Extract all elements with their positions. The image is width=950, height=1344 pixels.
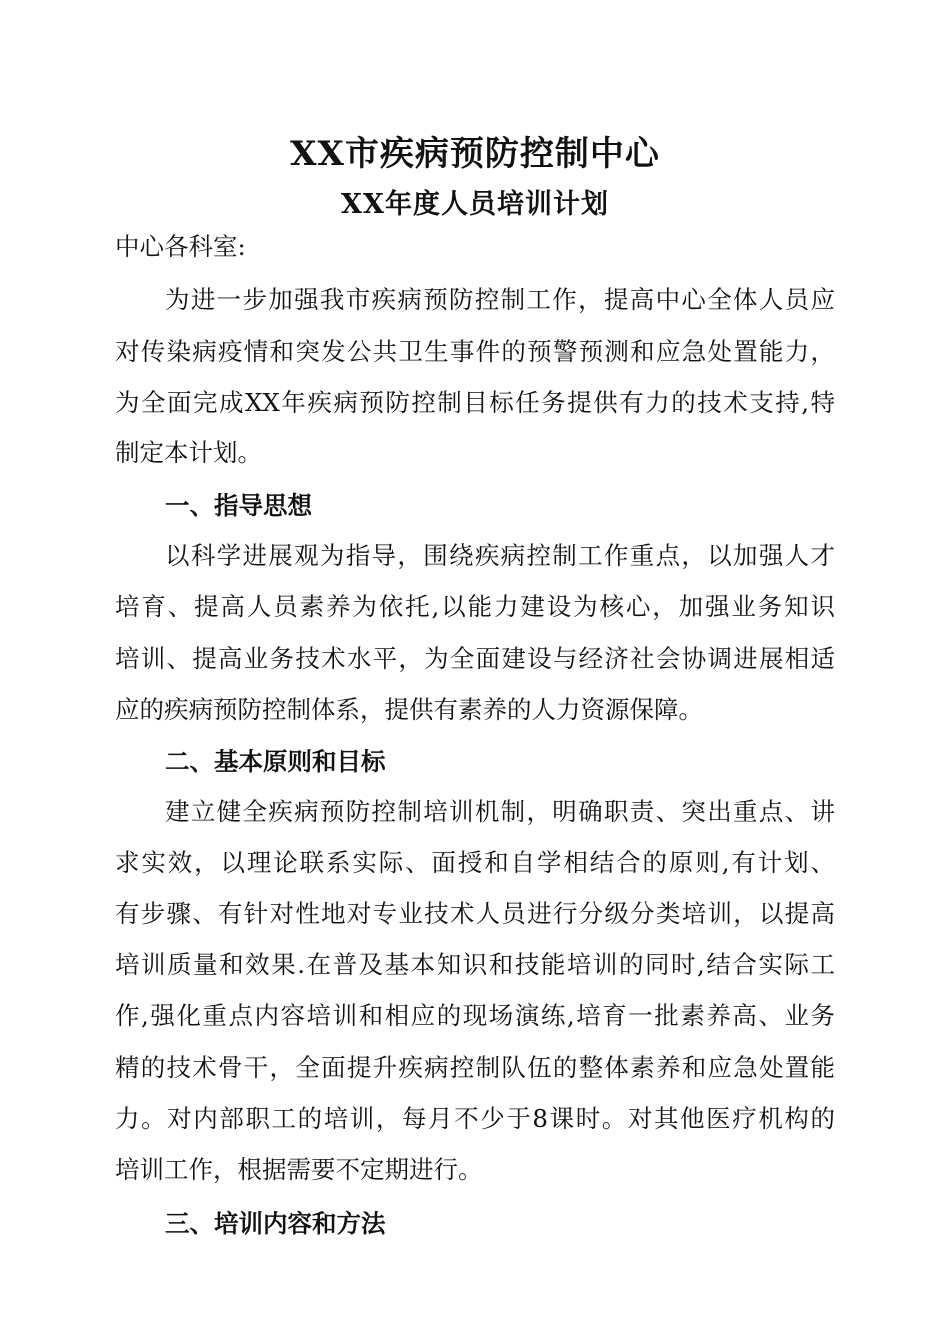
salutation: 中心各科室:	[115, 232, 246, 261]
intro-line: 为进一步加强我市疾病预防控制工作，提高中心全体人员应	[165, 285, 835, 314]
paragraph-line: 有步骤、有针对性地对专业技术人员进行分级分类培训，以提高	[115, 899, 835, 928]
paragraph-line: 以科学进展观为指导，围绕疾病控制工作重点，以加强人才	[165, 541, 835, 570]
paragraph-line: 培训、提高业务技术水平，为全面建设与经济社会协调进展相适	[115, 644, 835, 673]
document-title: XX市疾病预防控制中心	[290, 134, 660, 174]
section-heading-content-methods: 三、培训内容和方法	[165, 1209, 386, 1238]
paragraph-line: 建立健全疾病预防控制培训机制，明确职责、突出重点、讲	[165, 797, 835, 826]
paragraph-line: 作,强化重点内容培训和相应的现场演练,培育一批素养高、业务	[115, 1001, 835, 1030]
document-subtitle: XX年度人员培训计划	[341, 189, 609, 220]
paragraph-line: 培训质量和效果.在普及基本知识和技能培训的同时,结合实际工	[115, 950, 835, 979]
section-heading-guiding-ideology: 一、指导思想	[165, 491, 312, 520]
paragraph-line: 求实效，以理论联系实际、面授和自学相结合的原则,有计划、	[115, 848, 835, 877]
paragraph-line: 精的技术骨干，全面提升疾病控制队伍的整体素养和应急处置能	[115, 1053, 835, 1082]
paragraph-line: 培育、提高人员素养为依托,以能力建设为核心，加强业务知识	[115, 592, 835, 621]
paragraph-line: 力。对内部职工的培训，每月不少于8课时。对其他医疗机构的	[115, 1104, 835, 1133]
intro-line: 为全面完成XX年疾病预防控制目标任务提供有力的技术支持,特	[115, 388, 835, 417]
intro-line: 制定本计划。	[115, 438, 262, 467]
paragraph-line: 培训工作，根据需要不定期进行。	[115, 1155, 483, 1184]
intro-line: 对传染病疫情和突发公共卫生事件的预警预测和应急处置能力，	[115, 337, 835, 366]
section-heading-principles-goals: 二、基本原则和目标	[165, 747, 386, 776]
paragraph-line: 应的疾病预防控制体系，提供有素养的人力资源保障。	[115, 695, 703, 724]
